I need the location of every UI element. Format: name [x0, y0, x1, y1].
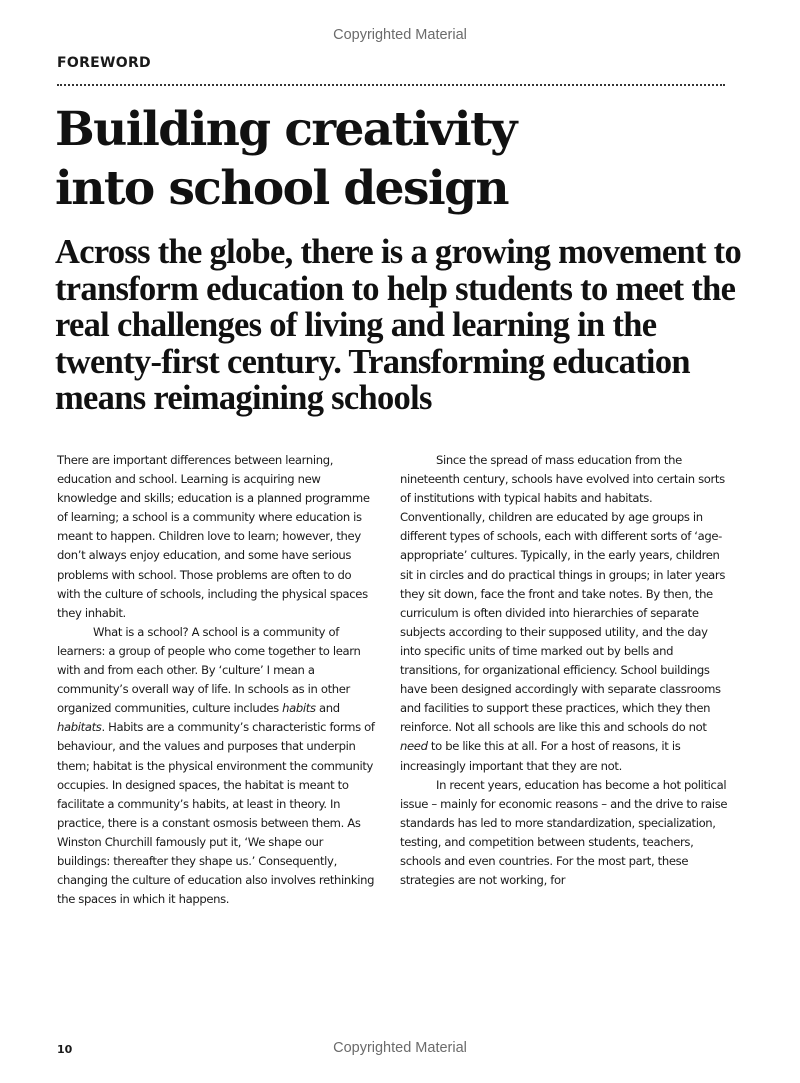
paragraph: In recent years, education has become a hot political issue – mainly for economic reasons – and the drive to raise standards has led to more standardization, specialization, testing, and competition between students, teachers, schools and even countries. For the most part, these strategies are not working, for — [400, 777, 728, 888]
title-line-1: Building creativity — [55, 102, 516, 157]
copyright-watermark-bottom: Copyrighted Material — [333, 1040, 467, 1056]
paragraph — [57, 623, 377, 909]
text-run: to be like this at all. For a host of reasons, it is increasingly important that they are not. — [400, 739, 681, 773]
subtitle: Across the globe, there is a growing movement to transform education to help students to meet the real challenges of living and learning in the twenty-first century. Transforming education means reimagining schools — [55, 233, 742, 417]
right-column — [400, 451, 730, 890]
text-run: What is a school? A school is a community of learners: a group of people who come together to learn with and from each other. By ‘culture’ I mean a community’s overall way of life. In schools as in other organized communities, culture includes — [57, 624, 361, 716]
page-number: 10 — [57, 1043, 73, 1056]
text-run: . Habits are a community’s characteristic forms of behaviour, and the values and purposes that underpin them; habitat is the physical environment the community occupies. In designed spaces, the habitat is meant to facilitate a community’s habits, at least in theory. In practice, there is a constant osmosis between them. As Winston Churchill famously put it, ‘We shape our buildings: thereafter they shape us.’ Consequently, changing the culture of education also involves rethinking the spaces in which it happens. — [57, 720, 375, 907]
emphasis: need — [400, 739, 428, 754]
left-column — [57, 451, 377, 909]
text-run: and — [315, 701, 340, 716]
paragraph: There are important differences between learning, education and school. Learning is acquiring new knowledge and skills; education is a planned programme of learning; a school is a community where education is meant to happen. Children love to learn; however, they don’t always enjoy education, and some have serious problems with school. Those problems are often to do with the culture of schools, including the physical spaces they inhabit. — [57, 453, 370, 620]
dotted-divider — [57, 84, 725, 86]
paragraph — [400, 451, 730, 776]
page-title — [55, 100, 735, 218]
copyright-watermark-top: Copyrighted Material — [333, 27, 467, 43]
text-run: Since the spread of mass education from the nineteenth century, schools have evolved into certain sorts of institutions with typical habits and habitats. Conventionally, children are educated by age groups in different types of schools, each with different sorts of ‘age-appropriate’ cultures. Typically, in the early years, children sit in circles and do practical things in groups; in later years they sit down, face the front and take notes. By then, the curriculum is often divided into hierarchies of separate subjects according to their supposed utility, and the day into specific units of time marked out by bells and transitions, for organizational efficiency. School buildings have been designed accordingly with separate classrooms and facilities to support these practices, which they then reinforce. Not all schools are like this and schools do not — [400, 453, 726, 735]
emphasis: habitats — [57, 720, 102, 735]
emphasis: habits — [282, 701, 316, 716]
section-label: FOREWORD — [57, 55, 151, 71]
title-line-2: into school design — [55, 161, 508, 216]
